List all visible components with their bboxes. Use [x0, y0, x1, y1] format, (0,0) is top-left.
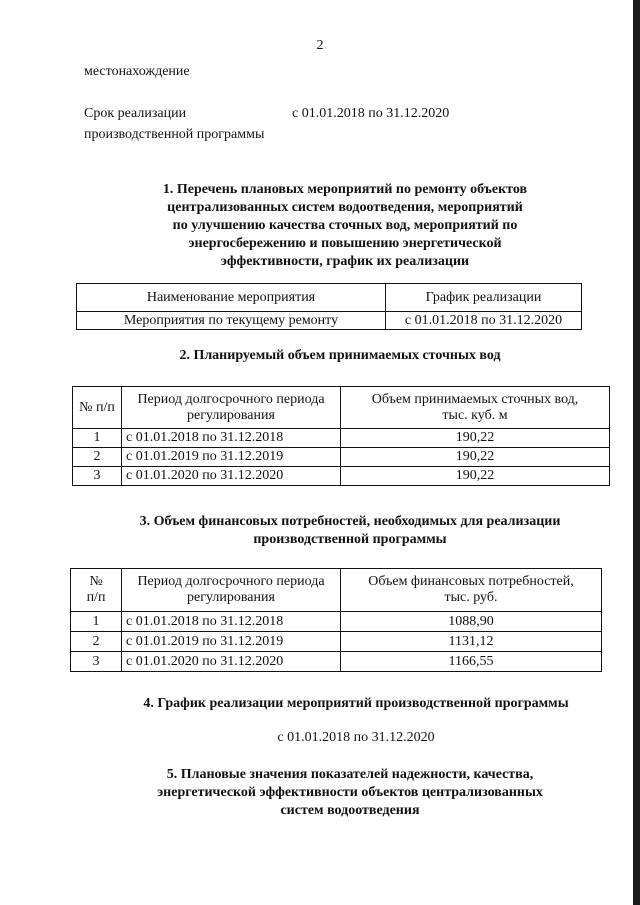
table-row [73, 429, 610, 448]
location-label: местонахождение [84, 64, 190, 79]
table-cell: с 01.01.2019 по 31.12.2019 [122, 632, 341, 652]
table-row [73, 448, 610, 467]
header-period: Период долгосрочного периода регулирования [122, 569, 341, 612]
table-cell: 1088,90 [341, 612, 602, 632]
table-cell: 1 [73, 429, 122, 448]
table-cell: с 01.01.2018 по 31.12.2018 [122, 429, 341, 448]
section5-title: 5. Плановые значения показателей надежности, качества, энергетической эффективности объектов централизованных систем водоотведения [157, 767, 543, 818]
table-cell: 190,22 [341, 429, 610, 448]
term-label-line1: Срок реализации [84, 106, 187, 121]
section4-value: с 01.01.2018 по 31.12.2020 [277, 730, 435, 745]
header-period: Период долгосрочного периода регулирования [122, 387, 341, 429]
table-cell: 190,22 [341, 467, 610, 486]
table-row [77, 312, 582, 330]
table-cell: 1131,12 [341, 632, 602, 652]
table-cell: с 01.01.2020 по 31.12.2020 [122, 652, 341, 672]
table-cell: 2 [71, 632, 122, 652]
header-event-name: Наименование мероприятия [77, 284, 386, 312]
table-cell: 190,22 [341, 448, 610, 467]
section1-table [76, 283, 582, 330]
page-number: 2 [316, 38, 324, 53]
table-cell: 3 [71, 652, 122, 672]
section4-title: 4. График реализации мероприятий производственной программы [143, 696, 569, 711]
table-header-row [73, 387, 610, 429]
table-header-row [77, 284, 582, 312]
header-finance: Объем финансовых потребностей, тыс. руб. [341, 569, 602, 612]
section2-table [72, 386, 610, 486]
term-value: с 01.01.2018 по 31.12.2020 [292, 106, 450, 121]
table-cell: Мероприятия по текущему ремонту [77, 312, 386, 330]
scan-edge-right [633, 0, 640, 905]
table-row [73, 467, 610, 486]
table-cell: с 01.01.2018 по 31.12.2018 [122, 612, 341, 632]
section2-title: 2. Планируемый объем принимаемых сточных вод [179, 348, 501, 363]
header-number: № п/п [73, 387, 122, 429]
section3-title: 3. Объем финансовых потребностей, необходимых для реализации производственной программы [139, 514, 561, 547]
table-cell: 1166,55 [341, 652, 602, 672]
table-row [71, 632, 602, 652]
table-header-row [71, 569, 602, 612]
section1-title: 1. Перечень плановых мероприятий по ремонту объектов централизованных систем водоотведения, мероприятий по улучшению качества сточных вод, мероприятий по энергосбережению и повышению энергетической эффективности, график их реализации [162, 182, 528, 269]
table-row [71, 612, 602, 632]
header-volume: Объем принимаемых сточных вод, тыс. куб. м [341, 387, 610, 429]
header-schedule: График реализации [386, 284, 582, 312]
table-row [71, 652, 602, 672]
table-cell: с 01.01.2020 по 31.12.2020 [122, 467, 341, 486]
table-cell: 1 [71, 612, 122, 632]
table-cell: с 01.01.2019 по 31.12.2019 [122, 448, 341, 467]
table-cell: с 01.01.2018 по 31.12.2020 [386, 312, 582, 330]
table-cell: 3 [73, 467, 122, 486]
section3-table [70, 568, 602, 672]
header-number: № п/п [71, 569, 122, 612]
table-cell: 2 [73, 448, 122, 467]
term-label-line2: производственной программы [84, 127, 265, 142]
